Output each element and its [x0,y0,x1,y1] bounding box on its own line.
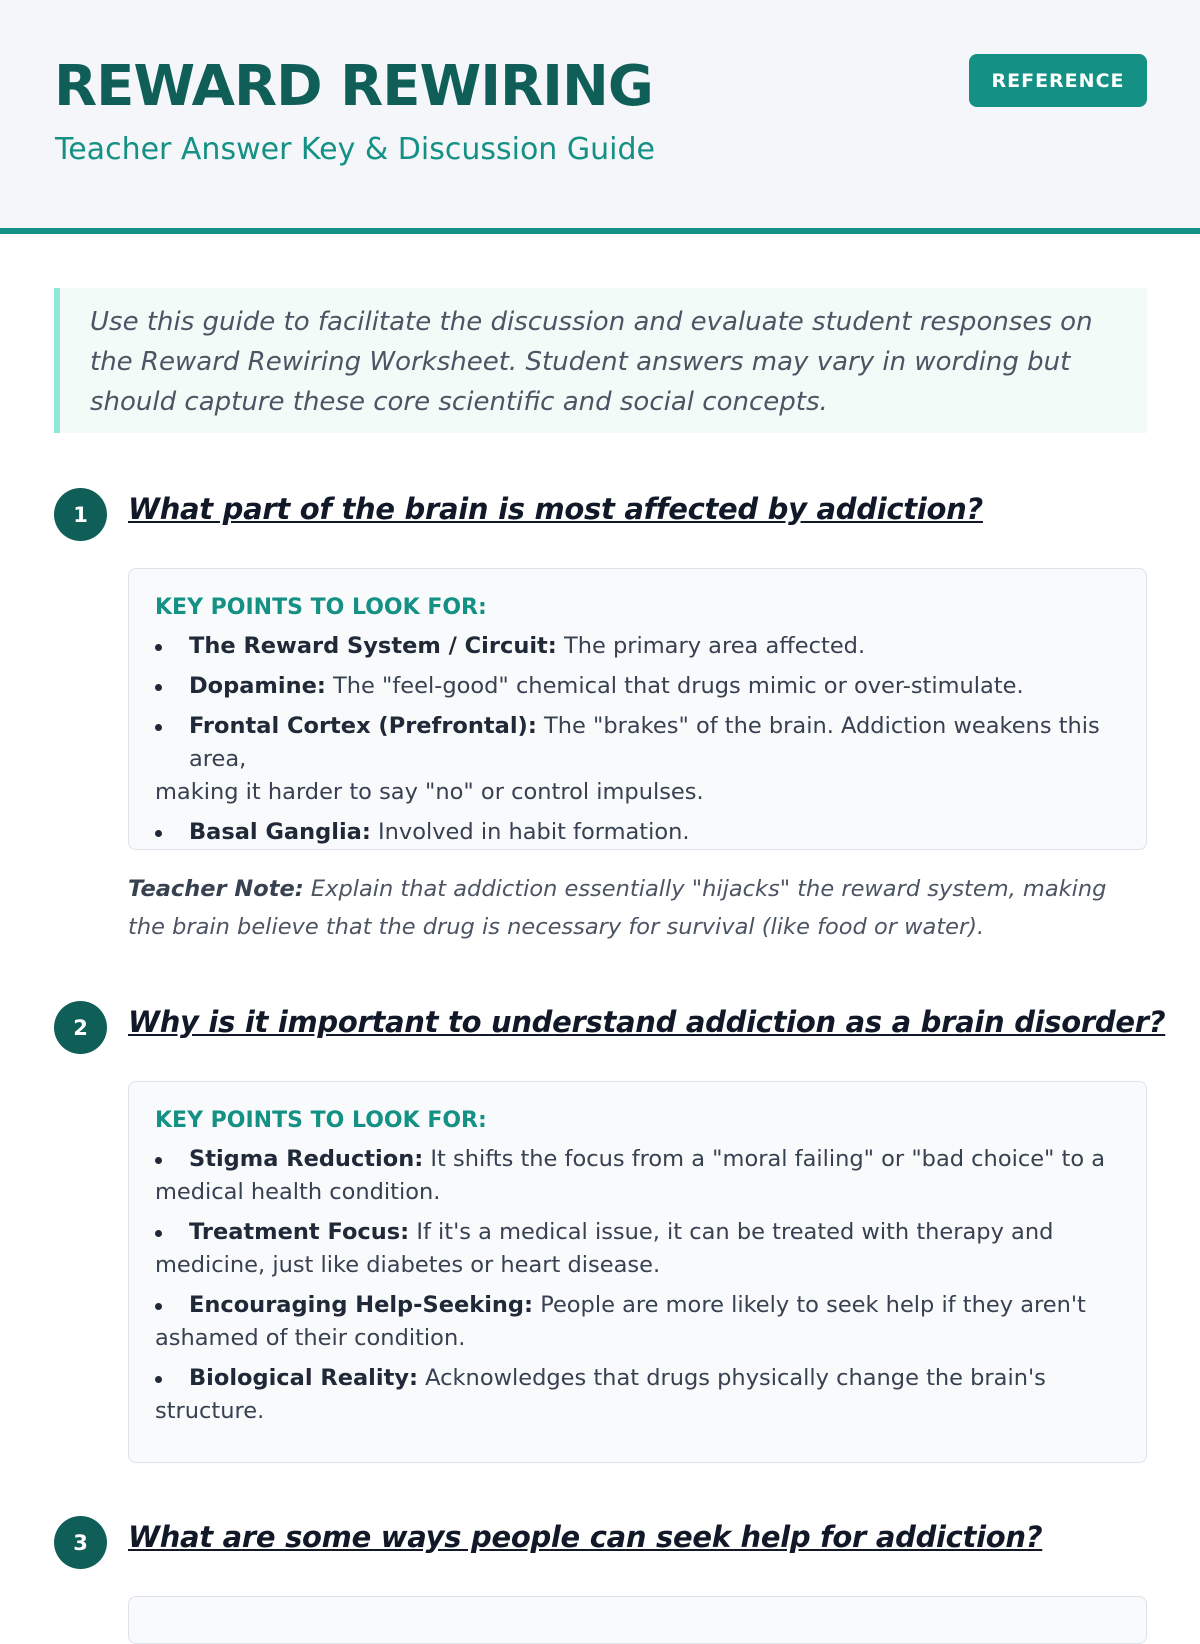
point-text-continued: making it harder to say "no" or control impulses. [155,779,704,805]
bullet-icon [155,684,162,691]
bullet-icon [155,1303,162,1310]
reference-badge: REFERENCE [969,54,1147,107]
page-header [0,0,1200,234]
question-number-1: 1 [54,488,107,541]
point-term: The Reward System / Circuit: [189,633,557,659]
key-points-heading: KEY POINTS TO LOOK FOR: [155,595,487,620]
key-points-box-1 [128,568,1147,850]
point-text: The "feel-good" chemical that drugs mimic or over-stimulate. [333,673,1024,699]
point-text-continued: medicine, just like diabetes or heart disease. [155,1252,661,1278]
list-item [155,1289,1120,1355]
teacher-note [128,870,1148,946]
point-text: The primary area affected. [563,633,866,659]
bullet-icon [155,830,162,837]
point-text-continued: ashamed of their condition. [155,1325,466,1351]
key-points-list [155,630,1120,849]
list-item [155,816,1120,849]
question-title-2: Why is it important to understand addiction as a brain disorder? [128,1005,1166,1039]
teacher-note-label: Teacher Note: [128,876,304,902]
point-text: If it's a medical issue, it can be treated with therapy and [416,1219,1054,1245]
key-points-list [155,1143,1120,1428]
question-number-3: 3 [54,1516,107,1569]
point-text: Involved in habit formation. [378,819,690,845]
list-item [155,1216,1120,1282]
bullet-icon [155,644,162,651]
page-subtitle: Teacher Answer Key & Discussion Guide [55,132,655,167]
point-text: It shifts the focus from a "moral failing" or "bad choice" to a [430,1146,1106,1172]
list-item [155,630,1120,663]
list-item [155,710,1120,809]
point-term: Stigma Reduction: [189,1146,424,1172]
point-text: People are more likely to seek help if they aren't [540,1292,1086,1318]
bullet-icon [155,1376,162,1383]
point-text-continued: structure. [155,1398,265,1424]
question-title-1: What part of the brain is most affected by addiction? [128,492,983,526]
list-item [155,670,1120,703]
teacher-note-text: Explain that addiction essentially "hijacks" the reward system, making the brain believe that the drug is necessary for survival (like food or water). [128,876,1107,940]
bullet-icon [155,1157,162,1164]
key-points-box-2 [128,1081,1147,1463]
point-term: Biological Reality: [189,1365,418,1391]
list-item [155,1143,1120,1209]
point-text: Acknowledges that drugs physically change the brain's [425,1365,1046,1391]
point-text-continued: medical health condition. [155,1179,441,1205]
point-term: Frontal Cortex (Prefrontal): [189,713,537,739]
bullet-icon [155,1230,162,1237]
bullet-icon [155,724,162,731]
point-term: Treatment Focus: [189,1219,410,1245]
question-title-3: What are some ways people can seek help for addiction? [128,1520,1043,1554]
list-item [155,1362,1120,1428]
intro-callout: Use this guide to facilitate the discussion and evaluate student responses on the Reward Rewiring Worksheet. Student answers may vary in wording but should capture these core scientific and social concepts. [54,288,1147,433]
point-term: Dopamine: [189,673,326,699]
point-text: The "brakes" of the brain. Addiction weakens this area, [189,713,1100,772]
point-term: Basal Ganglia: [189,819,371,845]
question-number-2: 2 [54,1001,107,1054]
point-term: Encouraging Help-Seeking: [189,1292,534,1318]
page-title: REWARD REWIRING [54,54,653,119]
key-points-box-3 [128,1596,1147,1644]
key-points-heading: KEY POINTS TO LOOK FOR: [155,1108,487,1133]
